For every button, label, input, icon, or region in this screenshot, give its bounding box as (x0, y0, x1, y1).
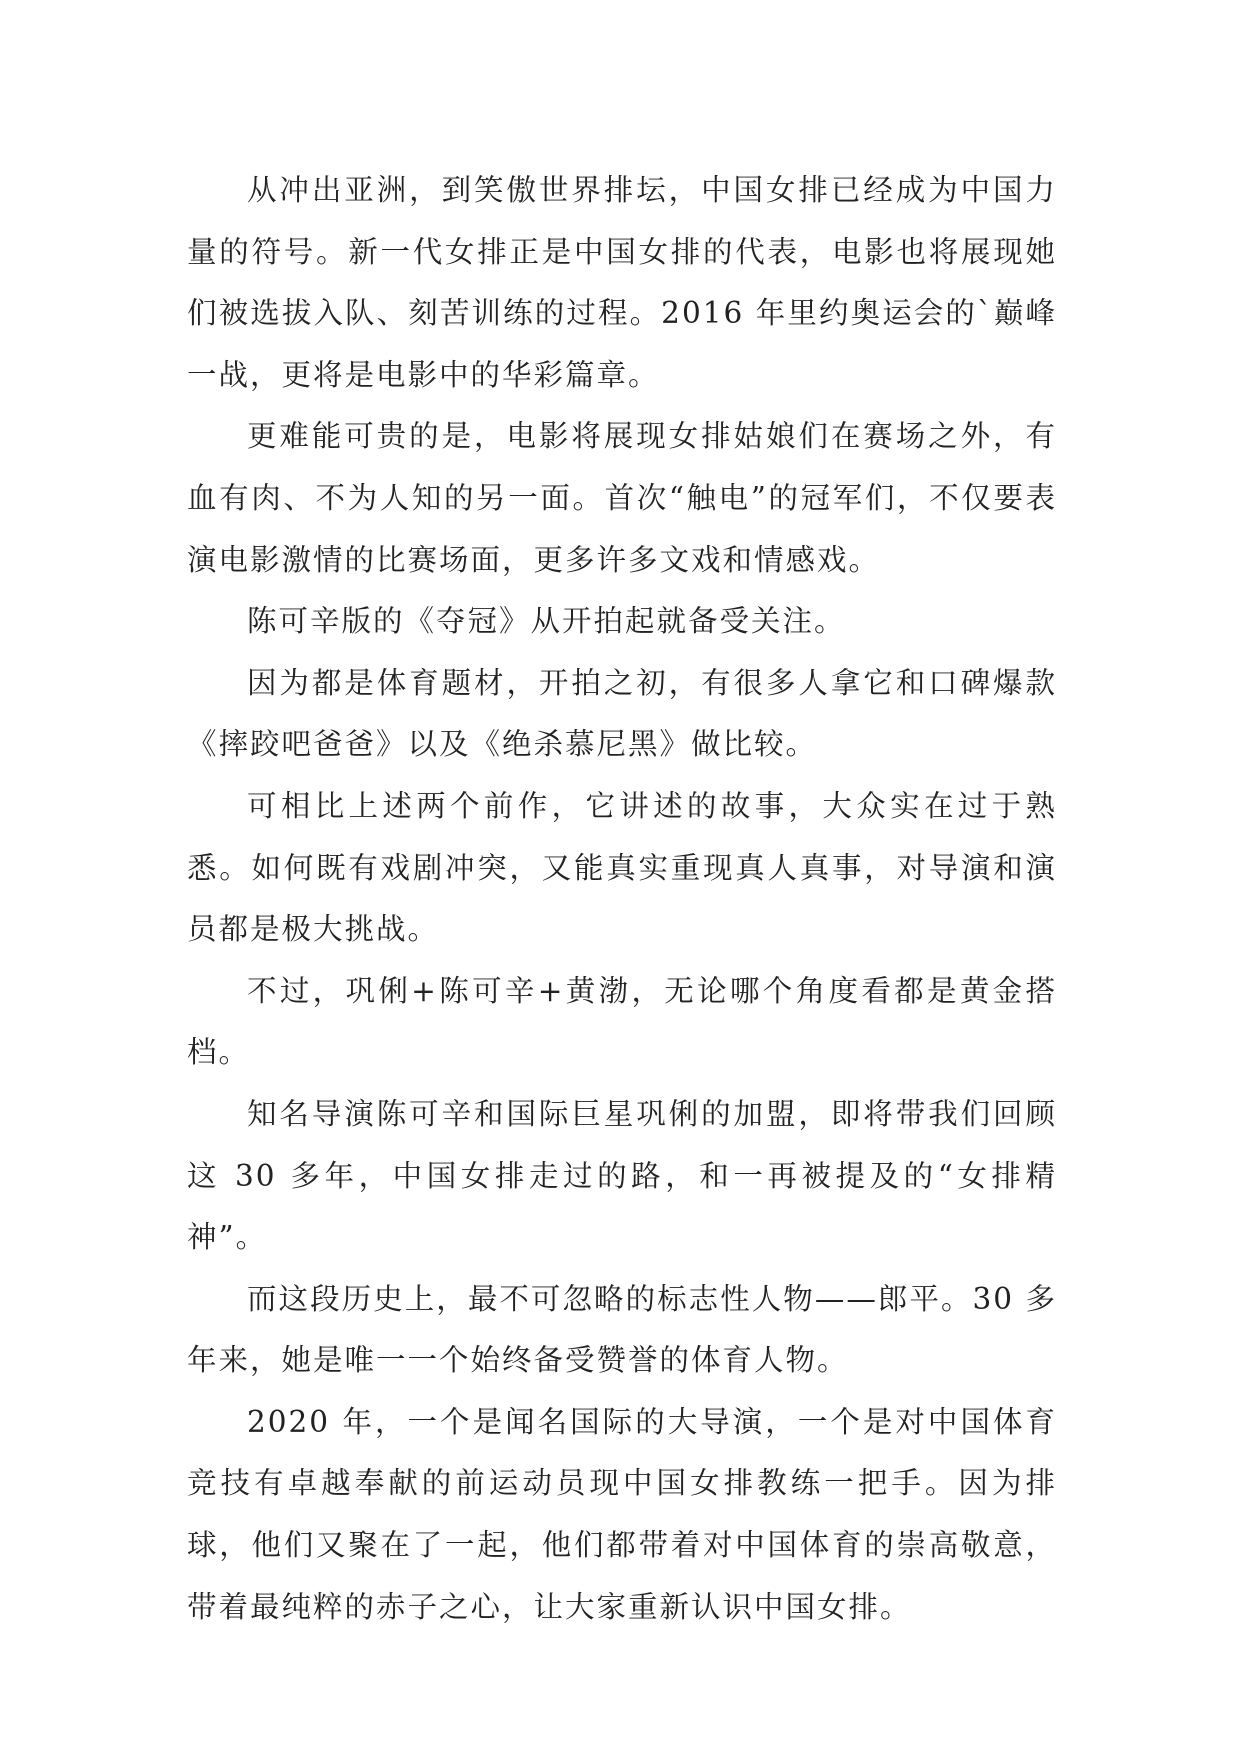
document-body (187, 160, 1057, 1638)
paragraph-7: 知名导演陈可辛和国际巨星巩俐的加盟，即将带我们回顾这 30 多年，中国女排走过的路，和一再被提及的“女排精神”。 (187, 1096, 1057, 1255)
paragraph-3: 陈可辛版的《夺冠》从开拍起就备受关注。 (247, 604, 846, 639)
paragraph-9: 2020 年，一个是闻名国际的大导演，一个是对中国体育竞技有卓越奉献的前运动员现中国女排教练一把手。因为排球，他们又聚在了一起，他们都带着对中国体育的崇高敬意，带着最纯粹的赤子之心，让大家重新认识中国女排。 (187, 1404, 1057, 1624)
paragraph-8: 而这段历史上，最不可忽略的标志性人物——郎平。30 多年来，她是唯一一个始终备受赞誉的体育人物。 (187, 1281, 1057, 1378)
paragraph-5: 可相比上述两个前作，它讲述的故事，大众实在过于熟悉。如何既有戏剧冲突，又能真实重现真人真事，对导演和演员都是极大挑战。 (187, 788, 1057, 947)
paragraph-2: 更难能可贵的是，电影将展现女排姑娘们在赛场之外，有血有肉、不为人知的另一面。首次“触电”的冠军们，不仅要表演电影激情的比赛场面，更多许多文戏和情感戏。 (187, 419, 1057, 577)
paragraph-4: 因为都是体育题材，开拍之初，有很多人拿它和口碑爆款《摔跤吧爸爸》以及《绝杀慕尼黑》做比较。 (187, 665, 1057, 762)
paragraph-6: 不过，巩俐+陈可辛+黄渤，无论哪个角度看都是黄金搭档。 (187, 973, 1057, 1070)
paragraph-1: 从冲出亚洲，到笑傲世界排坛，中国女排已经成为中国力量的符号。新一代女排正是中国女排的代表，电影也将展现她们被选拔入队、刻苦训练的过程。2016 年里约奥运会的`巅峰一战，更将是电影中的华彩篇章。 (187, 173, 1057, 392)
